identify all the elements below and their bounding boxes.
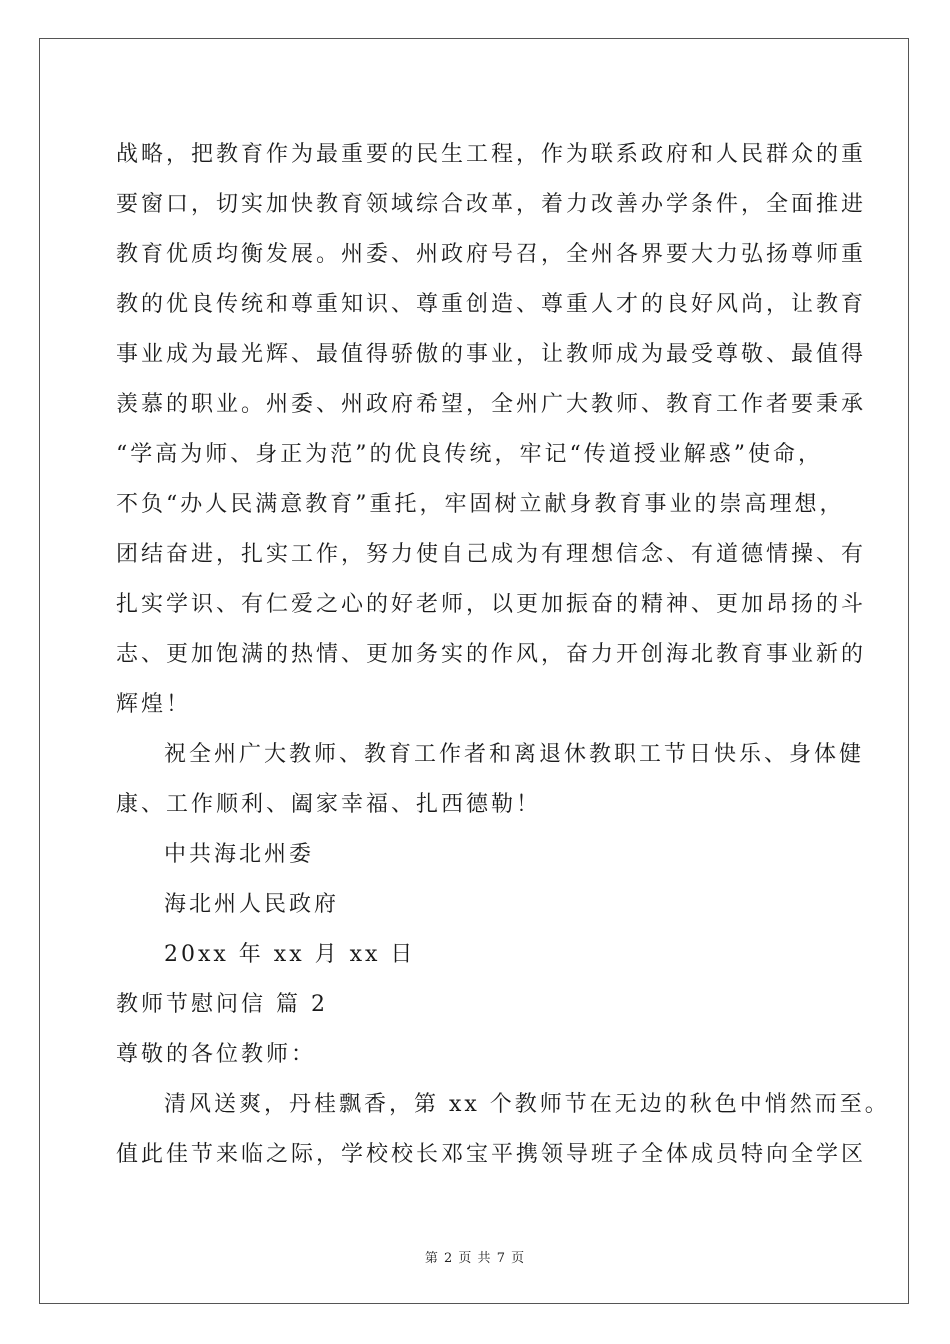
body-text-line: 辉煌！	[116, 692, 192, 717]
body-text-line: “学高为师、身正为范”的优良传统，牢记“传道授业解惑”使命，	[116, 442, 823, 467]
body-text-line: 事业成为最光辉、最值得骄傲的事业，让教师成为最受尊敬、最值得	[116, 342, 867, 367]
body-text-line: 教的优良传统和尊重知识、尊重创造、尊重人才的良好风尚，让教育	[116, 292, 867, 317]
body-text-line: 值此佳节来临之际，学校校长邓宝平携领导班子全体成员特向全学区	[116, 1142, 867, 1167]
body-text-line: 扎实学识、有仁爱之心的好老师，以更加振奋的精神、更加昂扬的斗	[116, 592, 867, 617]
body-text-line: 战略，把教育作为最重要的民生工程，作为联系政府和人民群众的重	[116, 142, 867, 167]
greeting-line: 祝全州广大教师、教育工作者和离退休教职工节日快乐、身体健	[164, 742, 865, 767]
body-text-line: 清风送爽，丹桂飘香，第 xx 个教师节在无边的秋色中悄然而至。	[164, 1092, 890, 1117]
body-text-line: 不负“办人民满意教育”重托，牢固树立献身教育事业的崇高理想，	[116, 492, 845, 517]
document-body	[116, 130, 890, 1180]
greeting-line: 康、工作顺利、阖家幸福、扎西德勒！	[116, 792, 542, 817]
page-number-footer: 第 2 页 共 7 页	[424, 1251, 526, 1266]
body-text-line: 团结奋进，扎实工作，努力使自己成为有理想信念、有道德情操、有	[116, 542, 867, 567]
body-text-line: 教育优质均衡发展。州委、州政府号召，全州各界要大力弘扬尊师重	[116, 242, 867, 267]
section-heading: 教师节慰问信 篇 2	[116, 992, 328, 1017]
body-text-line: 羡慕的职业。州委、州政府希望，全州广大教师、教育工作者要秉承	[116, 392, 867, 417]
signature-date: 20xx 年 xx 月 xx 日	[164, 942, 416, 967]
body-text-line: 志、更加饱满的热情、更加务实的作风，奋力开创海北教育事业新的	[116, 642, 867, 667]
signature-party-committee: 中共海北州委	[164, 842, 315, 867]
salutation: 尊敬的各位教师：	[116, 1042, 317, 1067]
signature-government: 海北州人民政府	[164, 892, 340, 917]
body-text-line: 要窗口，切实加快教育领域综合改革，着力改善办学条件，全面推进	[116, 192, 867, 217]
